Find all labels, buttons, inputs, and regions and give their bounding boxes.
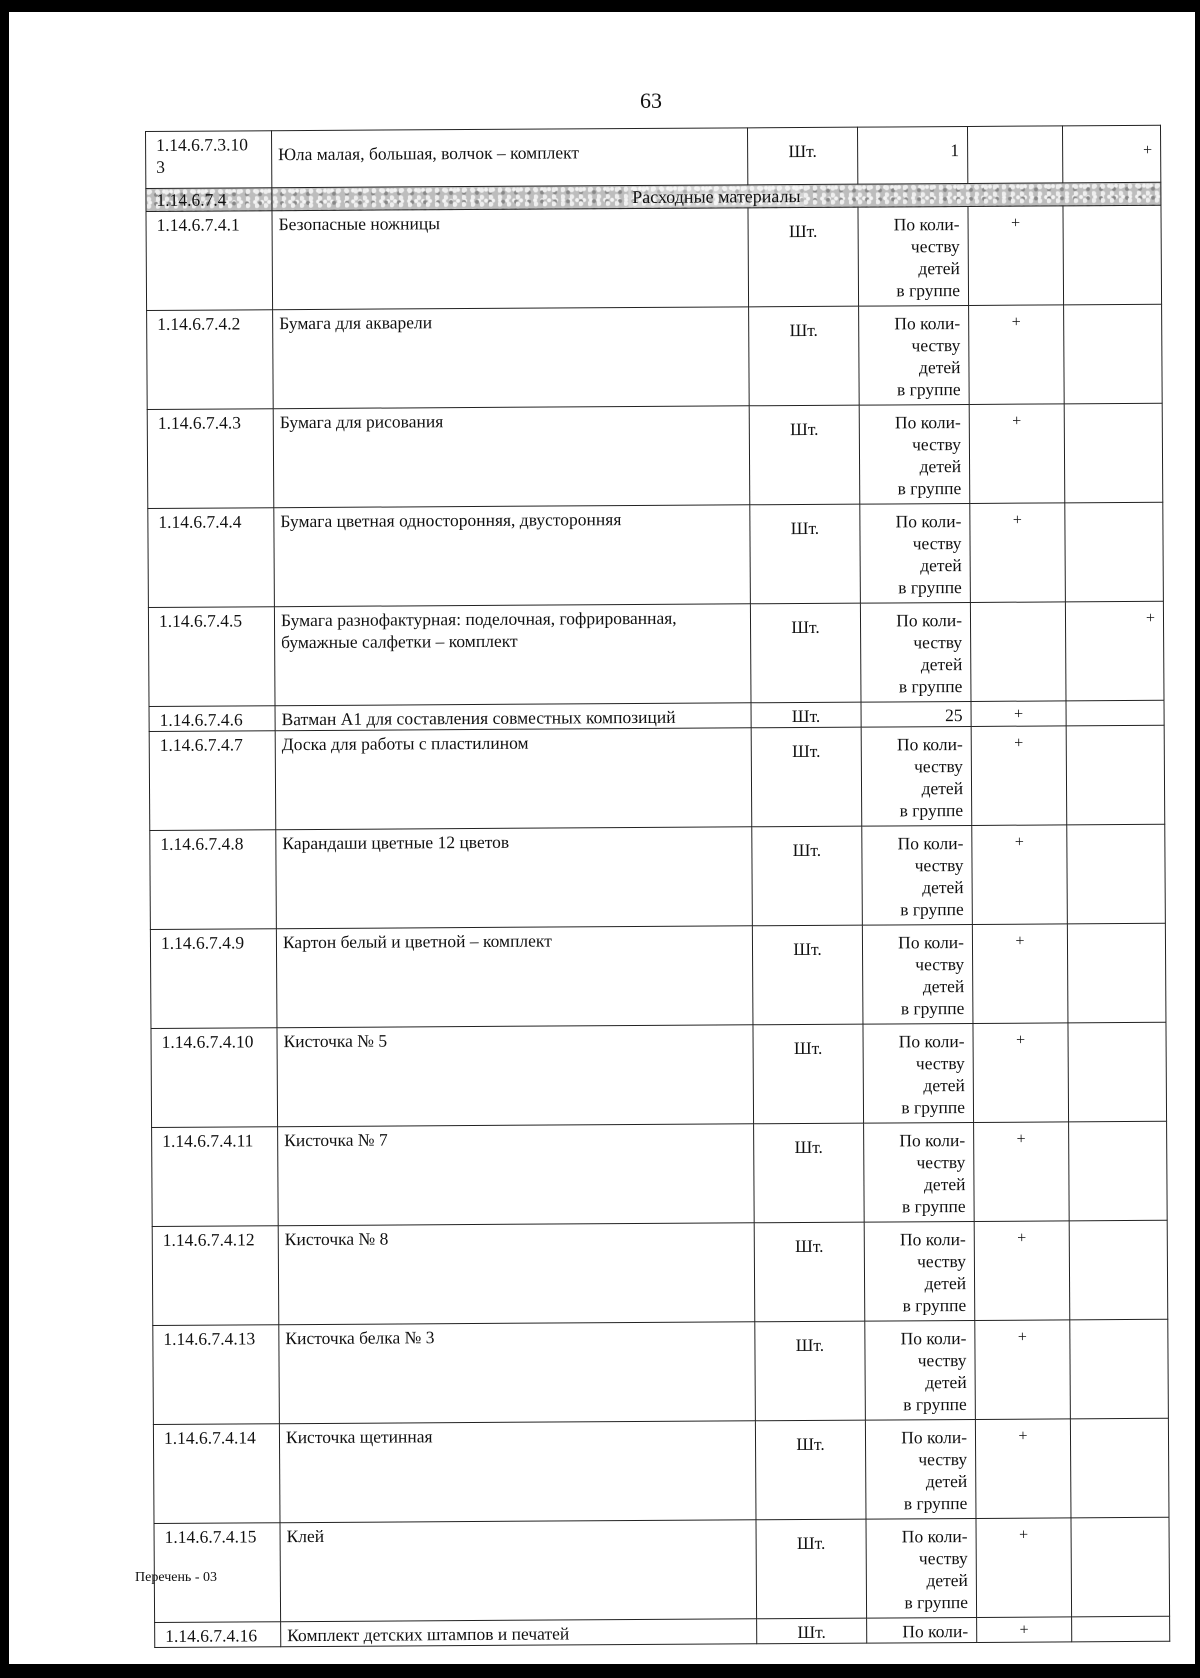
item-mark-col6	[1068, 1022, 1167, 1122]
item-mark-col5: +	[969, 305, 1065, 405]
table-row	[154, 1517, 1170, 1622]
item-mark-col5: +	[968, 206, 1064, 306]
item-name: Бумага для акварели	[273, 307, 750, 409]
section-title-text: Расходные материалы	[628, 186, 805, 207]
item-quantity: По коли- честву детей в группе	[865, 1419, 976, 1519]
item-name: Бумага для рисования	[273, 406, 750, 508]
item-mark-col6	[1067, 824, 1166, 924]
item-name: Карандаши цветные 12 цветов	[276, 827, 753, 929]
table-row	[152, 1220, 1168, 1325]
item-quantity: По коли- честву детей в группе	[866, 1518, 977, 1618]
item-name: Кисточка № 7	[278, 1124, 755, 1226]
item-name: Безопасные ножницы	[272, 208, 749, 310]
item-mark-col6	[1067, 923, 1166, 1023]
table-row	[147, 403, 1163, 508]
item-quantity: По коли- честву детей в группе	[864, 1122, 975, 1222]
item-quantity: По коли- честву детей в группе	[860, 503, 971, 603]
table-row	[151, 1022, 1167, 1127]
item-mark-col5: +	[975, 1320, 1071, 1420]
item-code: 1.14.6.7.4.11	[152, 1127, 279, 1227]
item-unit: Шт.	[751, 727, 862, 827]
item-code: 1.14.6.7.4.7	[149, 731, 276, 831]
item-mark-col5: +	[977, 1617, 1072, 1643]
item-mark-col6	[1064, 304, 1163, 404]
item-mark-col6	[1069, 1121, 1168, 1221]
inventory-table-body	[146, 125, 1170, 1647]
item-name: Кисточка щетинная	[279, 1421, 756, 1523]
scan-border-left	[0, 0, 9, 1678]
item-quantity: По коли- честву детей в группе	[865, 1320, 976, 1420]
item-name: Комплект детских штампов и печатей	[281, 1619, 757, 1647]
item-mark-col5: +	[971, 726, 1067, 826]
item-unit: Шт.	[755, 1321, 866, 1421]
item-quantity: По коли- честву детей в группе	[863, 1023, 974, 1123]
item-code: 1.14.6.7.4.15	[154, 1523, 281, 1623]
section-code: 1.14.6.7.4	[146, 188, 272, 212]
item-unit: Шт.	[755, 1420, 866, 1520]
item-unit: Шт.	[750, 603, 861, 703]
table-row	[146, 125, 1161, 188]
item-code: 1.14.6.7.4.4	[148, 508, 275, 608]
item-mark-col6	[1066, 725, 1165, 825]
table-row	[152, 1121, 1168, 1226]
item-quantity: По коли- честву детей в группе	[862, 924, 973, 1024]
item-unit: Шт.	[754, 1222, 865, 1322]
item-name: Юла малая, большая, волчок – комплект	[272, 128, 748, 188]
item-mark-col5: +	[972, 924, 1068, 1024]
item-code: 1.14.6.7.4.5	[148, 607, 275, 707]
item-mark-col6	[1069, 1220, 1168, 1320]
item-name: Бумага разнофактурная: поделочная, гофрированная, бумажные салфетки – комплект	[274, 604, 751, 706]
item-code: 1.14.6.7.4.12	[152, 1226, 279, 1326]
item-code: 1.14.6.7.4.2	[147, 310, 274, 410]
item-unit: Шт.	[753, 1024, 864, 1124]
item-quantity: По коли- честву детей в группе	[862, 825, 973, 925]
item-unit: Шт.	[754, 1123, 865, 1223]
item-code: 1.14.6.7.4.10	[151, 1028, 278, 1128]
item-quantity: По коли- честву детей в группе	[861, 726, 972, 826]
item-unit: Шт.	[756, 1519, 867, 1619]
document-footer: Перечень - 03	[135, 1570, 217, 1585]
item-unit: Шт.	[752, 826, 863, 926]
item-unit: Шт.	[748, 207, 859, 307]
item-name: Картон белый и цветной – комплект	[276, 926, 753, 1028]
item-code: 1.14.6.7.3.10 3	[146, 131, 272, 189]
item-quantity: По коли- честву детей в группе	[858, 206, 969, 306]
item-mark-col5: +	[972, 825, 1068, 925]
item-mark-col5	[970, 602, 1066, 702]
table-row	[147, 304, 1163, 409]
item-mark-col6	[1065, 502, 1164, 602]
table-row	[150, 923, 1166, 1028]
table-row	[148, 601, 1164, 706]
item-mark-col6	[1070, 1319, 1169, 1419]
item-mark-col5: +	[969, 404, 1065, 504]
item-quantity: По коли-	[867, 1617, 977, 1643]
item-mark-col5: +	[971, 701, 1066, 727]
table-row	[149, 725, 1165, 830]
item-unit: Шт.	[747, 127, 857, 185]
item-quantity: По коли- честву детей в группе	[859, 404, 970, 504]
item-code: 1.14.6.7.4.6	[149, 706, 275, 732]
item-quantity: По коли- честву детей в группе	[859, 305, 970, 405]
item-mark-col6	[1070, 1418, 1169, 1518]
item-code: 1.14.6.7.4.1	[146, 211, 273, 311]
item-name: Кисточка белка № 3	[279, 1322, 756, 1424]
item-quantity: По коли- честву детей в группе	[860, 602, 971, 702]
item-mark-col5: +	[975, 1419, 1071, 1519]
item-code: 1.14.6.7.4.14	[153, 1424, 280, 1524]
table-row	[148, 502, 1164, 607]
item-mark-col6	[1072, 1616, 1170, 1642]
item-unit: Шт.	[749, 306, 860, 406]
item-mark-col5: +	[976, 1518, 1072, 1618]
item-mark-col6	[1064, 403, 1163, 503]
item-name: Кисточка № 8	[278, 1223, 755, 1325]
item-unit: Шт.	[751, 702, 861, 728]
item-mark-col6	[1071, 1517, 1170, 1617]
item-name: Доска для работы с пластилином	[275, 728, 752, 830]
item-code: 1.14.6.7.4.13	[153, 1325, 280, 1425]
scan-border-top	[0, 0, 1200, 12]
item-code: 1.14.6.7.4.16	[155, 1622, 281, 1648]
item-unit: Шт.	[757, 1618, 867, 1644]
table-row	[146, 205, 1162, 310]
inventory-table-wrapper	[145, 125, 1169, 1648]
item-quantity: 1	[857, 126, 967, 184]
item-mark-col6: +	[1062, 125, 1160, 183]
item-name: Ватман А1 для составления совместных композиций	[275, 703, 751, 731]
item-mark-col5: +	[974, 1221, 1070, 1321]
item-mark-col5: +	[973, 1023, 1069, 1123]
table-row	[153, 1319, 1169, 1424]
item-quantity: По коли- честву детей в группе	[864, 1221, 975, 1321]
item-mark-col5: +	[974, 1122, 1070, 1222]
item-name: Бумага цветная односторонняя, двусторонняя	[274, 505, 751, 607]
scan-border-right	[1195, 0, 1200, 1678]
item-name: Кисточка № 5	[277, 1025, 754, 1127]
inventory-table	[145, 125, 1170, 1648]
item-code: 1.14.6.7.4.8	[150, 830, 277, 930]
table-row	[150, 824, 1166, 929]
item-name: Клей	[280, 1520, 757, 1622]
item-unit: Шт.	[750, 504, 861, 604]
item-mark-col6	[1063, 205, 1162, 305]
item-unit: Шт.	[749, 405, 860, 505]
table-row	[153, 1418, 1169, 1523]
scan-border-bottom	[0, 1664, 1200, 1678]
item-code: 1.14.6.7.4.3	[147, 409, 274, 509]
item-mark-col6: +	[1065, 601, 1164, 701]
item-quantity: 25	[861, 701, 971, 727]
item-unit: Шт.	[752, 925, 863, 1025]
item-mark-col5: +	[970, 503, 1066, 603]
page-number: 63	[640, 88, 662, 113]
item-code: 1.14.6.7.4.9	[150, 929, 277, 1029]
table-row	[155, 1616, 1170, 1647]
item-mark-col5	[967, 126, 1062, 184]
item-mark-col6	[1066, 700, 1164, 726]
